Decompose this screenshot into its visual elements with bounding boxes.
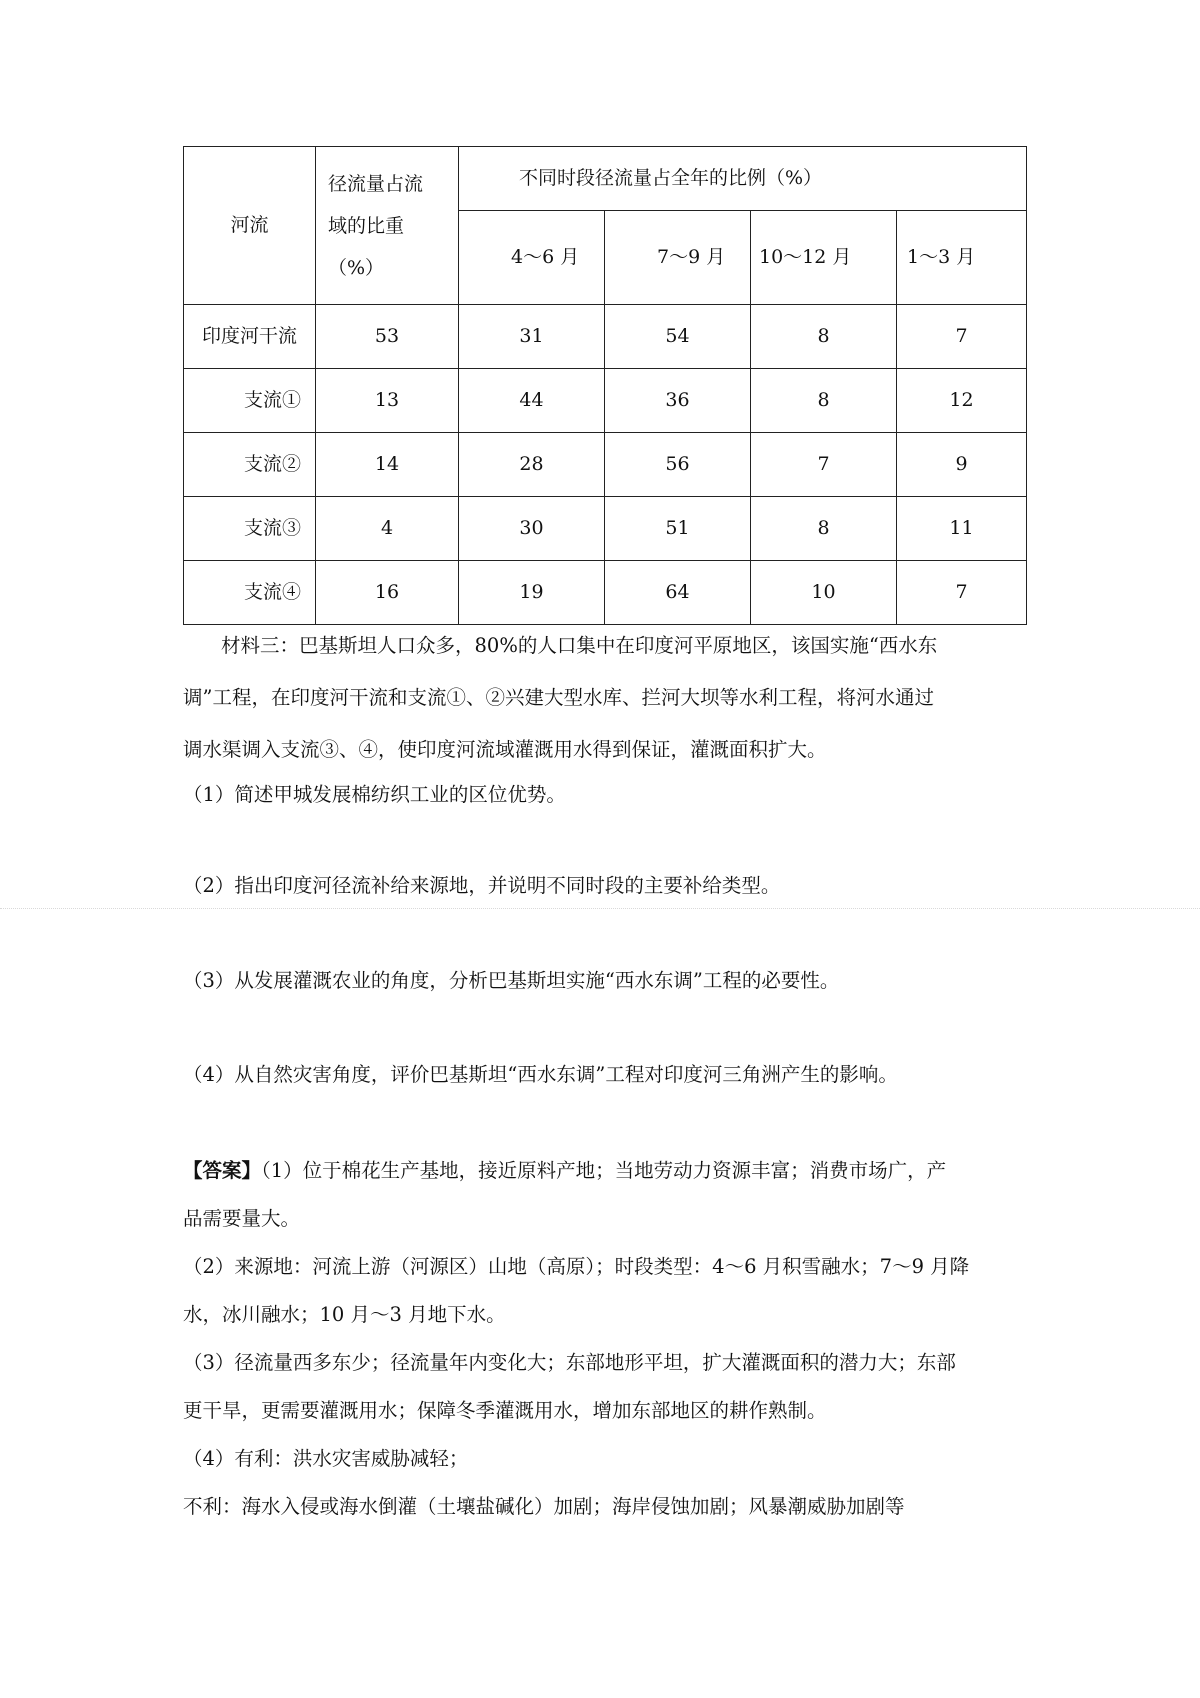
table-header-row	[184, 147, 1027, 211]
row-p2: 51	[605, 497, 751, 561]
row-share: 13	[316, 369, 459, 433]
header-share	[316, 147, 459, 305]
row-p1: 31	[459, 305, 605, 369]
answer-2-line1: （2）来源地：河流上游（河源区）山地（高原）；时段类型：4～6 月积雪融水；7～9 月降	[183, 1255, 970, 1278]
row-p3: 10	[751, 561, 897, 625]
header-period-group: 不同时段径流量占全年的比例（%）	[459, 147, 1027, 211]
row-share: 14	[316, 433, 459, 497]
table-row	[184, 305, 1027, 369]
row-p1: 44	[459, 369, 605, 433]
header-period-1: 4～6 月	[459, 211, 605, 305]
row-share: 16	[316, 561, 459, 625]
question-4: （4）从自然灾害角度，评价巴基斯坦“西水东调”工程对印度河三角洲产生的影响。	[183, 1063, 898, 1086]
row-p2: 36	[605, 369, 751, 433]
row-p2: 56	[605, 433, 751, 497]
row-p3: 7	[751, 433, 897, 497]
header-share-line1: 径流量占流	[328, 172, 424, 195]
header-period-3: 10～12 月	[751, 211, 897, 305]
row-p1: 28	[459, 433, 605, 497]
row-p4: 11	[897, 497, 1027, 561]
header-river: 河流	[184, 147, 316, 305]
answer-1-line2: 品需要量大。	[183, 1207, 301, 1230]
header-period-4: 1～3 月	[897, 211, 1027, 305]
table-row	[184, 497, 1027, 561]
answer-label: 【答案】	[183, 1159, 262, 1182]
row-share: 4	[316, 497, 459, 561]
row-name: 印度河干流	[184, 305, 316, 369]
row-name: 支流②	[184, 433, 316, 497]
question-2: （2）指出印度河径流补给来源地，并说明不同时段的主要补给类型。	[183, 874, 781, 897]
header-share-line2: 域的比重	[328, 214, 405, 237]
answer-1-line1: （1）位于棉花生产基地，接近原料产地；当地劳动力资源丰富；消费市场广，产	[261, 1159, 947, 1182]
row-name: 支流①	[184, 369, 316, 433]
row-share: 53	[316, 305, 459, 369]
header-period-2: 7～9 月	[605, 211, 751, 305]
row-p1: 30	[459, 497, 605, 561]
row-p3: 8	[751, 305, 897, 369]
table-row	[184, 561, 1027, 625]
page-separator	[0, 908, 1200, 909]
material3-line2: 调”工程，在印度河干流和支流①、②兴建大型水库、拦河大坝等水利工程，将河水通过	[183, 686, 934, 709]
row-name: 支流③	[184, 497, 316, 561]
row-name: 支流④	[184, 561, 316, 625]
runoff-table	[183, 146, 1027, 625]
answer-line1	[183, 1150, 946, 1192]
header-share-line3: （%）	[328, 256, 385, 279]
material3-line3: 调水渠调入支流③、④，使印度河流域灌溉用水得到保证，灌溉面积扩大。	[183, 738, 827, 761]
row-p4: 12	[897, 369, 1027, 433]
question-3: （3）从发展灌溉农业的角度，分析巴基斯坦实施“西水东调”工程的必要性。	[183, 969, 840, 992]
question-1: （1）简述甲城发展棉纺织工业的区位优势。	[183, 783, 566, 806]
table-row	[184, 369, 1027, 433]
row-p3: 8	[751, 369, 897, 433]
row-p4: 7	[897, 561, 1027, 625]
row-p2: 64	[605, 561, 751, 625]
answer-4-line1: （4）有利：洪水灾害威胁减轻；	[183, 1447, 469, 1470]
row-p2: 54	[605, 305, 751, 369]
material3-line1: 材料三：巴基斯坦人口众多，80%的人口集中在印度河平原地区，该国实施“西水东	[221, 634, 938, 657]
row-p4: 9	[897, 433, 1027, 497]
answer-3-line1: （3）径流量西多东少；径流量年内变化大；东部地形平坦，扩大灌溉面积的潜力大；东部	[183, 1351, 956, 1374]
answer-4-line2: 不利：海水入侵或海水倒灌（土壤盐碱化）加剧；海岸侵蚀加剧；风暴潮威胁加剧等	[183, 1495, 905, 1518]
row-p1: 19	[459, 561, 605, 625]
row-p4: 7	[897, 305, 1027, 369]
answer-2-line2: 水，冰川融水；10 月～3 月地下水。	[183, 1303, 506, 1326]
row-p3: 8	[751, 497, 897, 561]
answer-3-line2: 更干旱，更需要灌溉用水；保障冬季灌溉用水，增加东部地区的耕作熟制。	[183, 1399, 827, 1422]
table-row	[184, 433, 1027, 497]
